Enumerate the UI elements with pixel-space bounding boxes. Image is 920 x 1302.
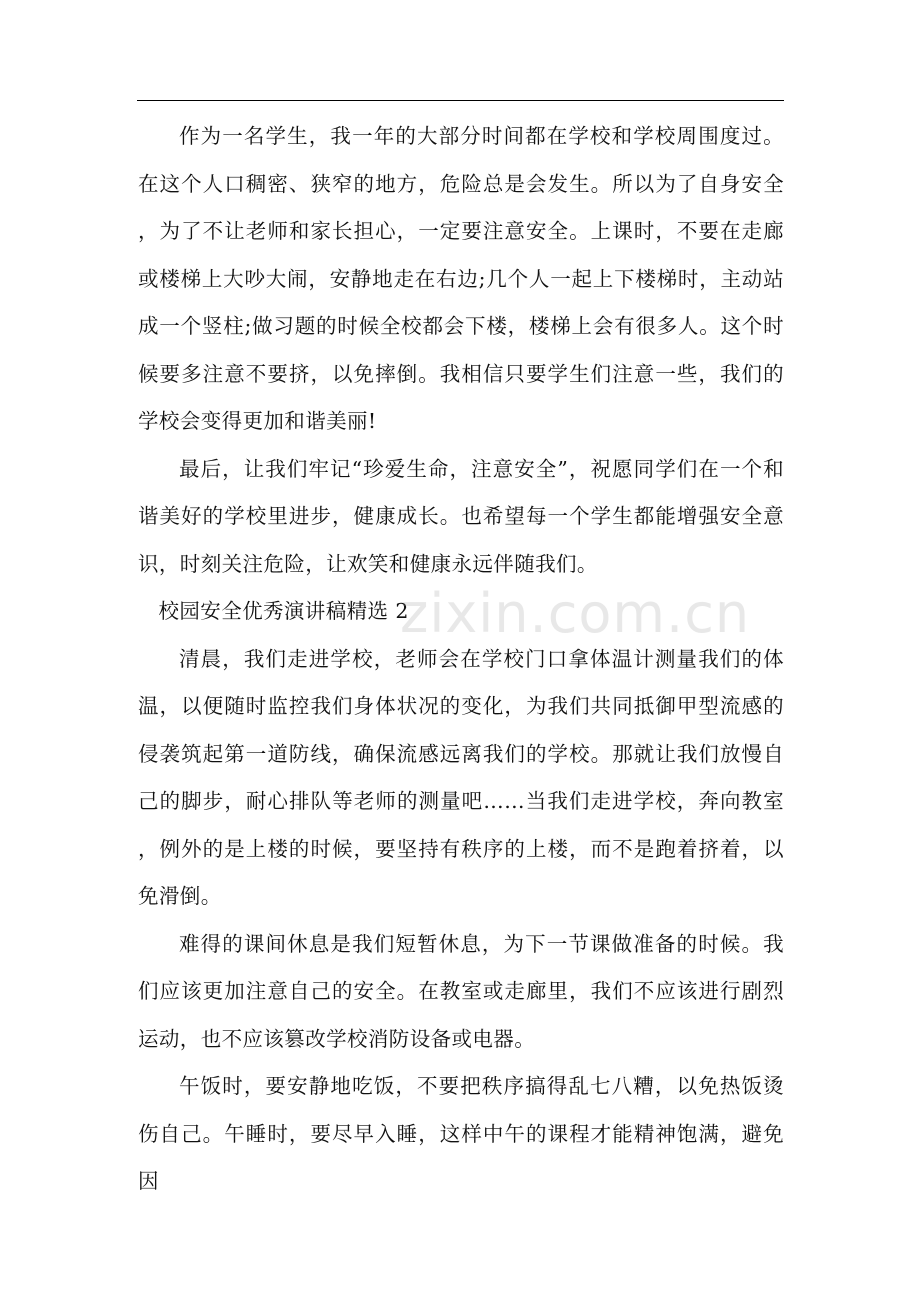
paragraph-morning: 清晨，我们走进学校，老师会在学校门口拿体温计测量我们的体温，以便随时监控我们身体状况的变化，为我们共同抵御甲型流感的侵袭筑起第一道防线，确保流感远离我们的学校。那就让我们放慢自己的脚步，耐心排队等老师的测量吧……当我们走进学校，奔向教室，例外的是上楼的时候，要坚持有秩序的上楼，而不是跑着挤着，以免滑倒。 (138, 646, 784, 908)
section-heading: 校园安全优秀演讲稿精选 2 (158, 599, 409, 623)
header-rule (137, 100, 784, 101)
paragraph-recess: 难得的课间休息是我们短暂休息，为下一节课做准备的时候。我们应该更加注意自己的安全。在教室或走廊里，我们不应该进行剧烈运动，也不应该篡改学校消防设备或电器。 (138, 931, 784, 1051)
paragraph-intro: 作为一名学生，我一年的大部分时间都在学校和学校周围度过。在这个人口稠密、狭窄的地方，危险总是会发生。所以为了自身安全，为了不让老师和家长担心，一定要注意安全。上课时，不要在走廊或楼梯上大吵大闹，安静地走在右边;几个人一起上下楼梯时，主动站成一个竖柱;做习题的时候全校都会下楼，楼梯上会有很多人。这个时候要多注意不要挤，以免摔倒。我相信只要学生们注意一些，我们的学校会变得更加和谐美丽! (138, 124, 784, 433)
document-body (138, 113, 784, 1206)
paragraph-closing: 最后，让我们牢记“珍爱生命，注意安全”，祝愿同学们在一个和谐美好的学校里进步，健康成长。也希望每一个学生都能增强安全意识，时刻关注危险，让欢笑和健康永远伴随我们。 (138, 456, 784, 576)
paragraph-lunch: 午饭时，要安静地吃饭，不要把秩序搞得乱七八糟，以免热饭烫伤自己。午睡时，要尽早入睡，这样中午的课程才能精神饱满，避免因 (138, 1074, 784, 1193)
watermark: zixin.com.cn (400, 582, 751, 645)
